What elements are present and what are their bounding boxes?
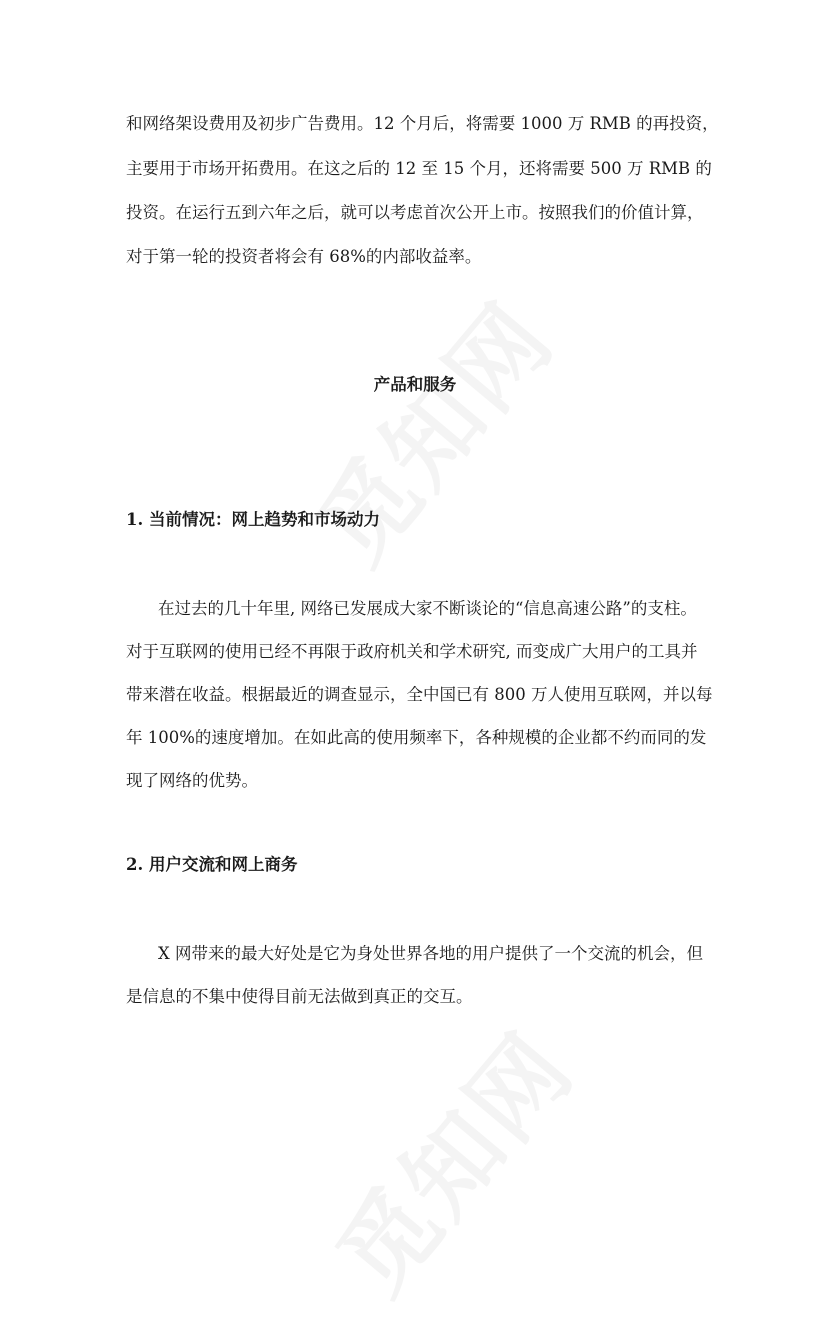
paragraph-line: 带来潜在收益。根据最近的调查显示，全中国已有 800 万人使用互联网，并以每 (126, 685, 713, 704)
section-heading: 1. 当前情况：网上趋势和市场动力 (126, 510, 380, 529)
section-heading: 2. 用户交流和网上商务 (126, 855, 298, 874)
watermark (301, 1000, 599, 1317)
intro-line: 对于第一轮的投资者将会有 68%的内部收益率。 (126, 247, 482, 266)
intro-line: 主要用于市场开拓费用。在这之后的 12 至 15 个月，还将需要 500 万 RMB 的 (126, 159, 712, 178)
paragraph-line: 在过去的几十年里, 网络已发展成大家不断谈论的“信息高速公路”的支柱。 (158, 599, 697, 618)
paragraph-line: 年 100%的速度增加。在如此高的使用频率下，各种规模的企业都不约而同的发 (126, 728, 707, 747)
paragraph-line: 是信息的不集中使得目前无法做到真正的交互。 (126, 987, 473, 1006)
paragraph-line: X 网带来的最大好处是它为身处世界各地的用户提供了一个交流的机会，但 (158, 944, 703, 963)
paragraph-line: 现了网络的优势。 (126, 771, 258, 790)
section-title: 产品和服务 (373, 375, 457, 394)
paragraph-line: 对于互联网的使用已经不再限于政府机关和学术研究, 而变成广大用户的工具并 (126, 642, 698, 661)
intro-line: 投资。在运行五到六年之后，就可以考虑首次公开上市。按照我们的价值计算， (126, 203, 704, 222)
intro-line: 和网络架设费用及初步广告费用。12 个月后，将需要 1000 万 RMB 的再投资， (126, 114, 719, 133)
watermark (281, 270, 579, 588)
